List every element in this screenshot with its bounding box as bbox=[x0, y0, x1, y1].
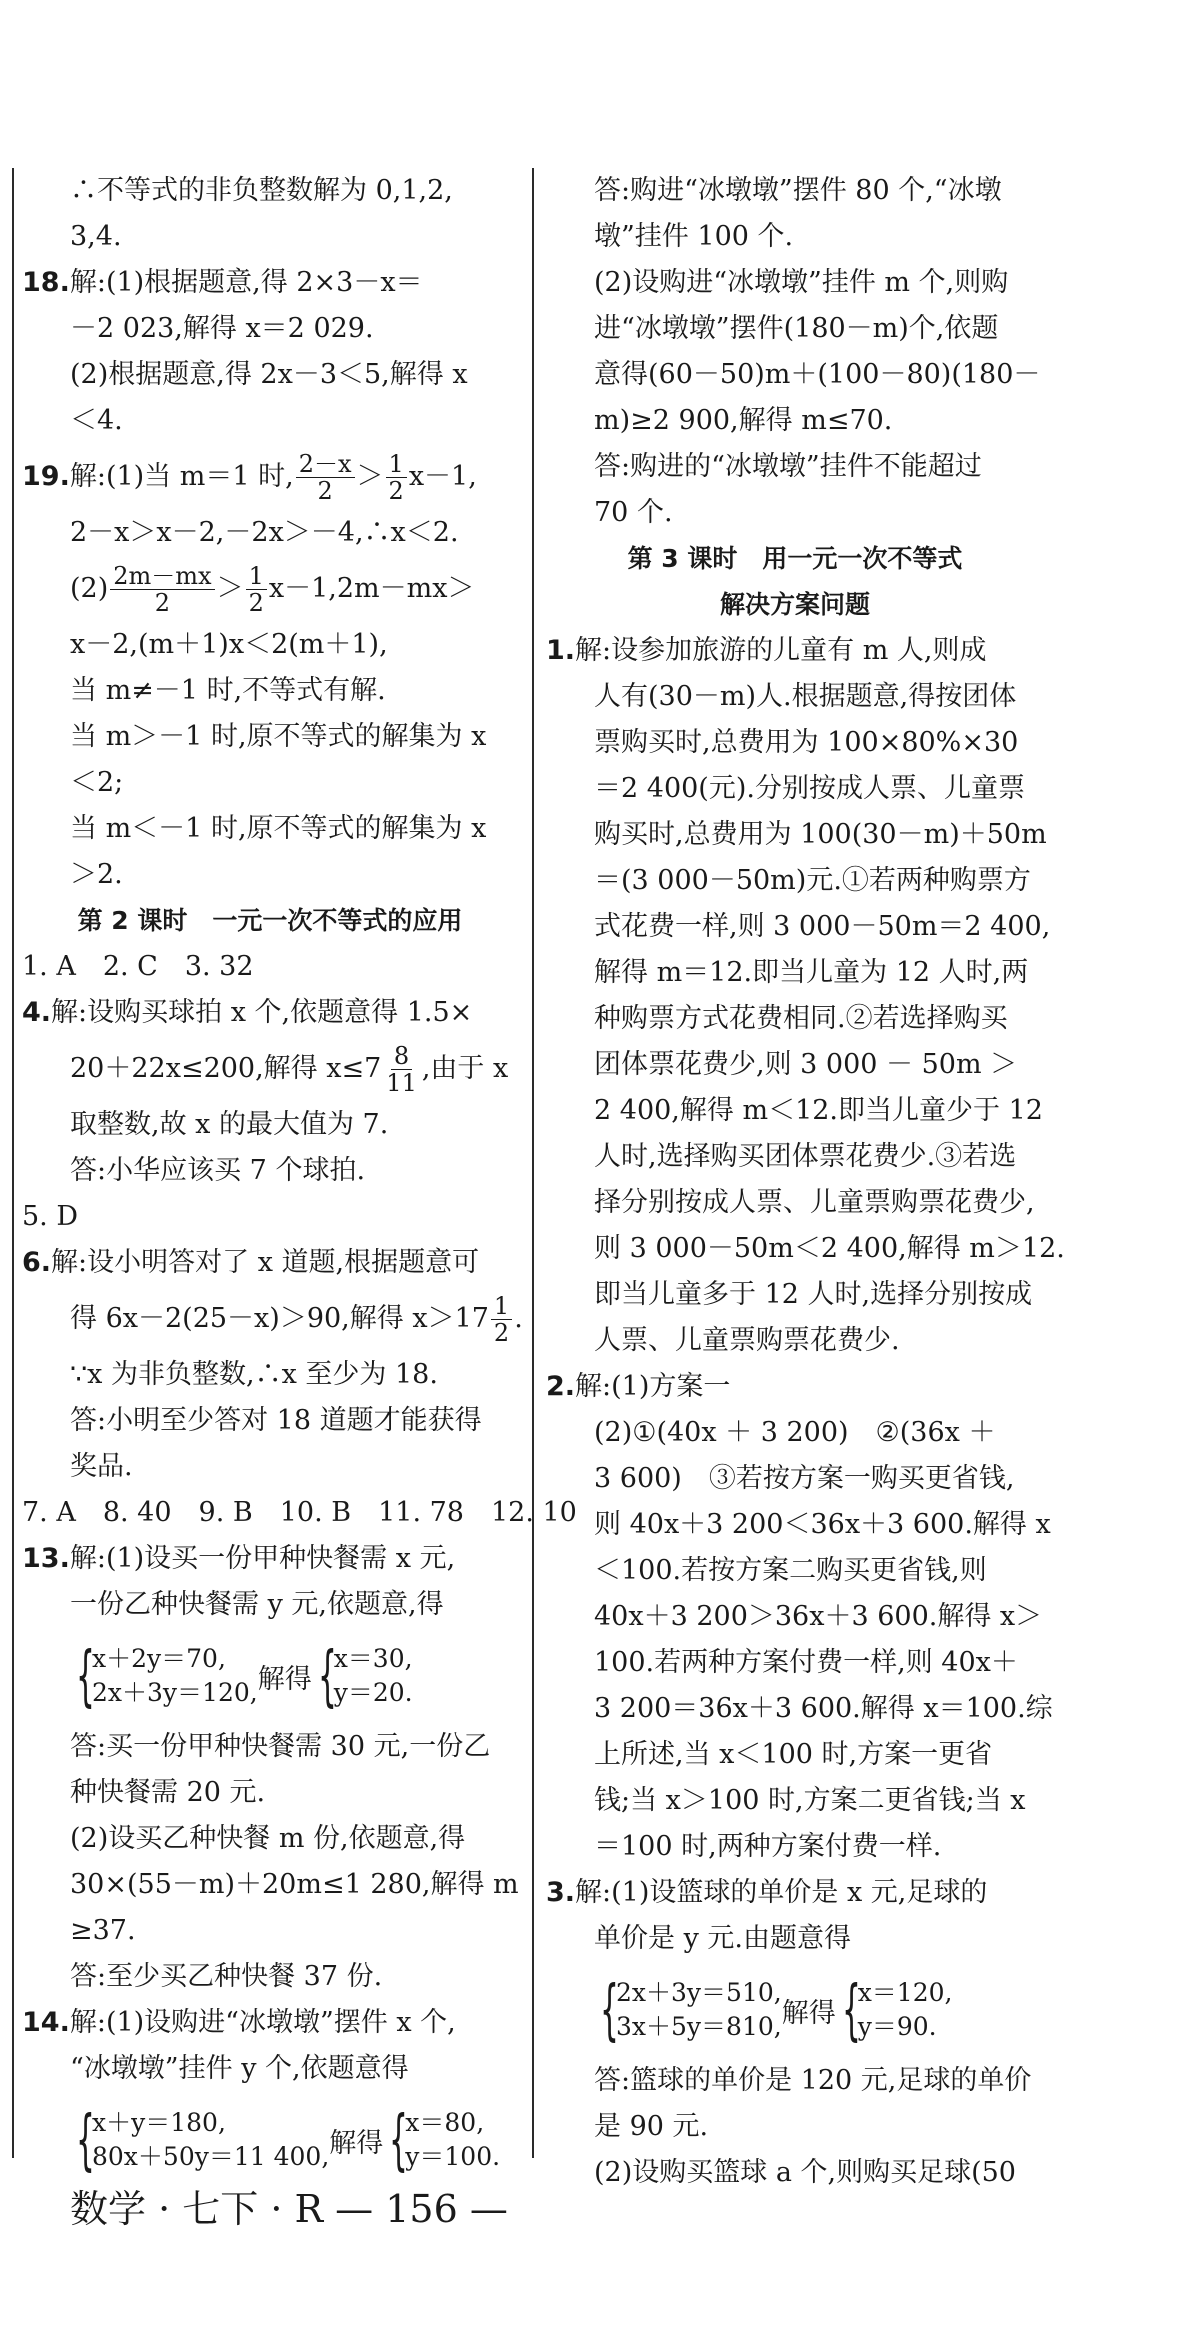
text-run: 3 600) ③若按方案一购买更省钱, bbox=[594, 1463, 1015, 1494]
equation-rows bbox=[92, 2106, 329, 2174]
fraction-denominator: 2 bbox=[388, 477, 404, 505]
text-run: ＝100 时,两种方案付费一样. bbox=[594, 1831, 942, 1862]
fraction-denominator: 2 bbox=[154, 589, 171, 617]
text-run: ＞2. bbox=[70, 859, 123, 890]
text-line bbox=[546, 1778, 1044, 1824]
equation-system bbox=[836, 1971, 953, 2048]
text-line bbox=[22, 1954, 518, 2000]
text-run: 解:(1)设购进“冰墩墩”摆件 x 个, bbox=[69, 2007, 456, 2038]
text-line bbox=[22, 1724, 518, 1770]
text-run: 当 m＞－1 时,原不等式的解集为 x bbox=[70, 721, 487, 752]
text-run: 则 3 000－50m＜2 400,解得 m＞12. bbox=[594, 1233, 1065, 1264]
text-line bbox=[22, 1148, 518, 1194]
equation-system bbox=[312, 1637, 413, 1714]
text-run: 是 90 元. bbox=[594, 2111, 709, 2142]
text-run: 上所述,当 x＜100 时,方案一更省 bbox=[594, 1739, 993, 1770]
text-line bbox=[22, 556, 518, 622]
text-line bbox=[546, 1732, 1044, 1778]
equation-rows bbox=[92, 1642, 258, 1710]
text-line bbox=[546, 1226, 1065, 1272]
fraction bbox=[491, 1293, 512, 1346]
text-run: ＜4. bbox=[70, 405, 123, 436]
text-line bbox=[546, 858, 1044, 904]
text-line bbox=[546, 1134, 1044, 1180]
text-run: 式花费一样,则 3 000－50m＝2 400, bbox=[594, 911, 1051, 942]
text-line bbox=[22, 168, 518, 214]
fraction-denominator: 11 bbox=[386, 1069, 417, 1097]
text-run: 当 m＜－1 时,原不等式的解集为 x bbox=[70, 813, 487, 844]
text-line bbox=[22, 806, 518, 852]
text-run: 解:(1)设篮球的单价是 x 元,足球的 bbox=[575, 1877, 988, 1908]
text-run: x－1,2m－mx＞ bbox=[268, 573, 475, 604]
text-run: 7. A 8. 40 9. B 10. B 11. 78 12. 10 bbox=[22, 1497, 577, 1528]
text-line bbox=[546, 628, 1044, 674]
text-line bbox=[22, 306, 518, 352]
text-line bbox=[546, 1686, 1053, 1732]
brace-symbol: { bbox=[600, 1971, 619, 2048]
equation-rows bbox=[858, 1976, 953, 2044]
text-run: 钱;当 x＞100 时,方案二更省钱;当 x bbox=[594, 1785, 1026, 1816]
text-line bbox=[546, 674, 1044, 720]
text-line bbox=[546, 1640, 1044, 1686]
text-line bbox=[22, 260, 518, 306]
equation-system bbox=[70, 2101, 330, 2178]
fraction-numerator: 2－x bbox=[296, 451, 355, 478]
text-line bbox=[22, 1582, 518, 1628]
text-line bbox=[546, 1824, 1044, 1870]
text-line bbox=[546, 1502, 1051, 1548]
fraction-numerator: 2m－mx bbox=[110, 563, 214, 590]
text-line bbox=[546, 1548, 1044, 1594]
text-line bbox=[22, 1770, 518, 1816]
text-line bbox=[546, 1364, 1044, 1410]
text-run: 购买时,总费用为 100(30－m)＋50m bbox=[594, 819, 1047, 850]
equation-system bbox=[383, 2101, 501, 2178]
fraction-numerator: 1 bbox=[491, 1293, 512, 1320]
equation: 80x＋50y＝11 400, bbox=[92, 2142, 330, 2171]
fraction-denominator: 2 bbox=[493, 1319, 510, 1347]
text-run: (2)①(40x ＋ 3 200) ②(36x ＋ bbox=[594, 1417, 996, 1448]
text-run: ＜100.若按方案二购买更省钱,则 bbox=[594, 1555, 987, 1586]
question-number: 19. bbox=[22, 461, 70, 492]
fraction-numerator: 1 bbox=[386, 451, 407, 478]
text-line bbox=[546, 260, 1044, 306]
text-line bbox=[546, 168, 1044, 214]
fraction bbox=[383, 1043, 420, 1096]
text-line bbox=[22, 1240, 518, 1286]
text-line bbox=[546, 812, 1047, 858]
question-number: 4. bbox=[22, 997, 52, 1028]
question-number: 1. bbox=[546, 635, 576, 666]
question-number: 18. bbox=[22, 267, 70, 298]
text-line bbox=[22, 1490, 577, 1536]
page-footer: 数学 · 七下 · R — 156 — bbox=[70, 2187, 508, 2231]
text-run: 20＋22x≤200,解得 x≤7 bbox=[70, 1053, 382, 1084]
text-line bbox=[546, 1870, 1044, 1916]
text-line bbox=[546, 444, 1044, 490]
equation-system bbox=[70, 1637, 258, 1714]
text-run: (2)根据题意,得 2x－3＜5,解得 x bbox=[70, 359, 468, 390]
text-line bbox=[546, 1456, 1044, 1502]
text-line bbox=[546, 352, 1044, 398]
equation-rows bbox=[616, 1976, 782, 2044]
text-run: 70 个. bbox=[594, 497, 673, 528]
text-line bbox=[22, 622, 518, 668]
equation: y＝100. bbox=[405, 2142, 501, 2171]
text-run: 答:购进“冰墩墩”摆件 80 个,“冰墩 bbox=[594, 175, 1002, 206]
text-line bbox=[546, 1042, 1044, 1088]
text-line bbox=[546, 1594, 1044, 1640]
text-line bbox=[22, 1816, 518, 1862]
text-run: 则 40x＋3 200＜36x＋3 600.解得 x bbox=[594, 1509, 1051, 1540]
text-line bbox=[22, 1102, 518, 1148]
text-line bbox=[546, 1916, 1044, 1962]
text-run: 意得(60－50)m＋(100－80)(180－ bbox=[594, 359, 1041, 390]
right-column bbox=[546, 168, 1065, 2196]
text-run: 答:购进的“冰墩墩”挂件不能超过 bbox=[594, 451, 982, 482]
text-line bbox=[22, 1036, 518, 1102]
text-run: 解:(1)方案一 bbox=[575, 1371, 731, 1402]
text-run: 即当儿童多于 12 人时,选择分别按成 bbox=[594, 1279, 1033, 1310]
text-run: 取整数,故 x 的最大值为 7. bbox=[70, 1109, 389, 1140]
text-line bbox=[546, 950, 1044, 996]
left-column bbox=[22, 168, 577, 2188]
text-run: 40x＋3 200＞36x＋3 600.解得 x＞ bbox=[594, 1601, 1043, 1632]
text-line bbox=[546, 1272, 1044, 1318]
text-line bbox=[546, 214, 1044, 260]
text-line bbox=[546, 766, 1044, 812]
text-run: 解:(1)根据题意,得 2×3－x＝ bbox=[69, 267, 423, 298]
text-run: (2) bbox=[70, 573, 109, 604]
text-line bbox=[546, 2104, 1044, 2150]
equation-rows bbox=[405, 2106, 500, 2174]
text-line bbox=[546, 1088, 1044, 1134]
solve-word: 解得 bbox=[329, 2127, 384, 2159]
text-line bbox=[22, 1194, 518, 1240]
text-run: 答:小华应该买 7 个球拍. bbox=[70, 1155, 366, 1186]
text-run: 团体票花费少,则 3 000 － 50m ＞ bbox=[594, 1049, 1018, 1080]
text-line bbox=[22, 214, 518, 260]
equation-rows bbox=[334, 1642, 413, 1710]
text-line bbox=[22, 1352, 518, 1398]
brace-symbol: { bbox=[841, 1971, 861, 2048]
fraction bbox=[246, 563, 267, 616]
text-run: 解:设小明答对了 x 道题,根据题意可 bbox=[51, 1247, 480, 1278]
text-line bbox=[546, 2150, 1044, 2196]
brace-symbol: { bbox=[76, 1637, 95, 1714]
text-run: ∵x 为非负整数,∴x 至少为 18. bbox=[70, 1359, 438, 1390]
text-run: (2)设购进“冰墩墩”挂件 m 个,则购 bbox=[594, 267, 1009, 298]
text-run: (2)设购买篮球 a 个,则购买足球(50 bbox=[594, 2157, 1016, 2188]
text-line bbox=[22, 944, 518, 990]
text-run: 得 6x－2(25－x)＞90,解得 x＞17 bbox=[70, 1303, 489, 1334]
column-divider bbox=[532, 168, 534, 2158]
equation: y＝90. bbox=[857, 2012, 937, 2041]
text-run: 当 m≠－1 时,不等式有解. bbox=[70, 675, 386, 706]
text-run: 单价是 y 元.由题意得 bbox=[594, 1923, 852, 1954]
equation: x＝120, bbox=[857, 1978, 953, 2007]
text-run: (2)设买乙种快餐 m 份,依题意,得 bbox=[70, 1823, 466, 1854]
text-run: 3 200＝36x＋3 600.解得 x＝100.综 bbox=[594, 1693, 1053, 1724]
text-run: 票购买时,总费用为 100×80%×30 bbox=[594, 727, 1019, 758]
equation: x＋2y＝70, bbox=[92, 1644, 226, 1673]
text-run: ＞ bbox=[356, 461, 384, 492]
text-run: 答:小明至少答对 18 道题才能获得 bbox=[70, 1405, 482, 1436]
text-line bbox=[22, 668, 518, 714]
text-run: 人时,选择购买团体票花费少.③若选 bbox=[594, 1141, 1017, 1172]
text-line bbox=[546, 1410, 1044, 1456]
text-line bbox=[22, 444, 518, 510]
text-line bbox=[22, 1908, 518, 1954]
section-heading: 第 3 课时 用一元一次不等式 bbox=[627, 544, 963, 573]
equation: 2x＋3y＝510, bbox=[616, 1978, 782, 2007]
section-heading: 第 2 课时 一元一次不等式的应用 bbox=[77, 906, 463, 935]
text-run: 30×(55－m)＋20m≤1 280,解得 m bbox=[70, 1869, 519, 1900]
question-number: 3. bbox=[546, 1877, 576, 1908]
text-line bbox=[546, 306, 1044, 352]
text-run: 答:篮球的单价是 120 元,足球的单价 bbox=[594, 2065, 1032, 2096]
text-line bbox=[22, 852, 518, 898]
text-run: ∴不等式的非负整数解为 0,1,2, bbox=[70, 175, 453, 206]
fraction-numerator: 8 bbox=[391, 1043, 412, 1070]
text-line bbox=[546, 398, 1044, 444]
text-run: 解:(1)当 m＝1 时, bbox=[69, 461, 294, 492]
equation: 3x＋5y＝810, bbox=[616, 2012, 782, 2041]
text-run: 墩”挂件 100 个. bbox=[594, 221, 794, 252]
text-line bbox=[22, 510, 518, 556]
text-run: 答:买一份甲种快餐需 30 元,一份乙 bbox=[70, 1731, 491, 1762]
text-run: 1. A 2. C 3. 32 bbox=[22, 951, 254, 982]
text-line bbox=[22, 1398, 518, 1444]
text-run: 2 400,解得 m＜12.即当儿童少于 12 bbox=[594, 1095, 1043, 1126]
text-run: 解:设参加旅游的儿童有 m 人,则成 bbox=[575, 635, 987, 666]
text-line bbox=[22, 352, 518, 398]
equation: x＝30, bbox=[333, 1644, 413, 1673]
text-line bbox=[22, 1286, 523, 1352]
text-line bbox=[22, 760, 518, 806]
text-line bbox=[546, 1180, 1044, 1226]
text-run: x－1, bbox=[408, 461, 477, 492]
fraction bbox=[110, 563, 214, 616]
question-number: 13. bbox=[22, 1543, 70, 1574]
equation: 2x＋3y＝120, bbox=[92, 1678, 258, 1707]
text-run: －2 023,解得 x＝2 029. bbox=[70, 313, 374, 344]
text-line bbox=[22, 398, 518, 444]
text-run: 进“冰墩墩”摆件(180－m)个,依题 bbox=[594, 313, 999, 344]
text-run: 答:至少买乙种快餐 37 份. bbox=[70, 1961, 383, 1992]
text-run: 3,4. bbox=[70, 221, 122, 252]
text-run: m)≥2 900,解得 m≤70. bbox=[594, 405, 893, 436]
text-line bbox=[22, 1536, 518, 1582]
text-run: 100.若两种方案付费一样,则 40x＋ bbox=[594, 1647, 1018, 1678]
brace-symbol: { bbox=[76, 2101, 95, 2178]
brace-symbol: { bbox=[317, 1637, 337, 1714]
text-line bbox=[22, 2046, 518, 2092]
text-run: 人票、儿童票购票花费少. bbox=[594, 1325, 900, 1356]
fraction bbox=[296, 451, 355, 504]
text-run: 人有(30－m)人.根据题意,得按团体 bbox=[594, 681, 1017, 712]
fraction bbox=[386, 451, 407, 504]
text-run: 解得 m＝12.即当儿童为 12 人时,两 bbox=[594, 957, 1029, 988]
solve-word: 解得 bbox=[257, 1663, 312, 1695]
solve-word: 解得 bbox=[781, 1997, 836, 2029]
section-heading: 解决方案问题 bbox=[719, 590, 870, 619]
text-run: ＜2; bbox=[70, 767, 124, 798]
equation-system bbox=[594, 1971, 782, 2048]
text-run: “冰墩墩”挂件 y 个,依题意得 bbox=[70, 2053, 409, 2084]
equation-system-line bbox=[546, 1962, 1044, 2058]
text-run: 奖品. bbox=[70, 1451, 133, 1482]
text-run: ＞ bbox=[216, 573, 244, 604]
text-line bbox=[546, 490, 1044, 536]
text-line bbox=[22, 1862, 518, 1908]
text-line bbox=[22, 990, 518, 1036]
text-run: ,由于 x bbox=[421, 1053, 509, 1084]
fraction-denominator: 2 bbox=[317, 477, 333, 505]
equation-system-line bbox=[22, 1628, 518, 1724]
text-run: 解:设购买球拍 x 个,依题意得 1.5× bbox=[51, 997, 473, 1028]
text-run: 解:(1)设买一份甲种快餐需 x 元, bbox=[69, 1543, 456, 1574]
text-line bbox=[22, 2000, 518, 2046]
text-run: ＝(3 000－50m)元.①若两种购票方 bbox=[594, 865, 1031, 896]
equation: y＝20. bbox=[333, 1678, 413, 1707]
text-run: . bbox=[514, 1303, 523, 1334]
question-number: 6. bbox=[22, 1247, 52, 1278]
text-line bbox=[546, 904, 1051, 950]
question-number: 14. bbox=[22, 2007, 70, 2038]
text-run: 5. D bbox=[22, 1201, 78, 1232]
fraction-denominator: 2 bbox=[248, 589, 264, 617]
text-line bbox=[22, 1444, 518, 1490]
text-run: 种快餐需 20 元. bbox=[70, 1777, 266, 1808]
left-margin-rule bbox=[12, 168, 14, 2158]
text-line bbox=[546, 2058, 1044, 2104]
fraction-numerator: 1 bbox=[246, 563, 267, 590]
equation: x＋y＝180, bbox=[92, 2108, 226, 2137]
text-line bbox=[546, 1318, 1044, 1364]
text-run: 2－x＞x－2,－2x＞－4,∴x＜2. bbox=[70, 517, 459, 548]
brace-symbol: { bbox=[389, 2101, 409, 2178]
text-run: x－2,(m＋1)x＜2(m＋1), bbox=[70, 629, 388, 660]
text-line bbox=[546, 996, 1044, 1042]
text-run: 一份乙种快餐需 y 元,依题意,得 bbox=[70, 1589, 444, 1620]
equation: x＝80, bbox=[405, 2108, 485, 2137]
text-run: 择分别按成人票、儿童票购票花费少, bbox=[594, 1187, 1035, 1218]
text-line bbox=[546, 720, 1044, 766]
question-number: 2. bbox=[546, 1371, 576, 1402]
text-run: 种购票方式花费相同.②若选择购买 bbox=[594, 1003, 1008, 1034]
text-run: ≥37. bbox=[70, 1915, 136, 1946]
text-run: ＝2 400(元).分别按成人票、儿童票 bbox=[594, 773, 1025, 804]
text-line bbox=[22, 714, 518, 760]
equation-system-line bbox=[22, 2092, 518, 2188]
